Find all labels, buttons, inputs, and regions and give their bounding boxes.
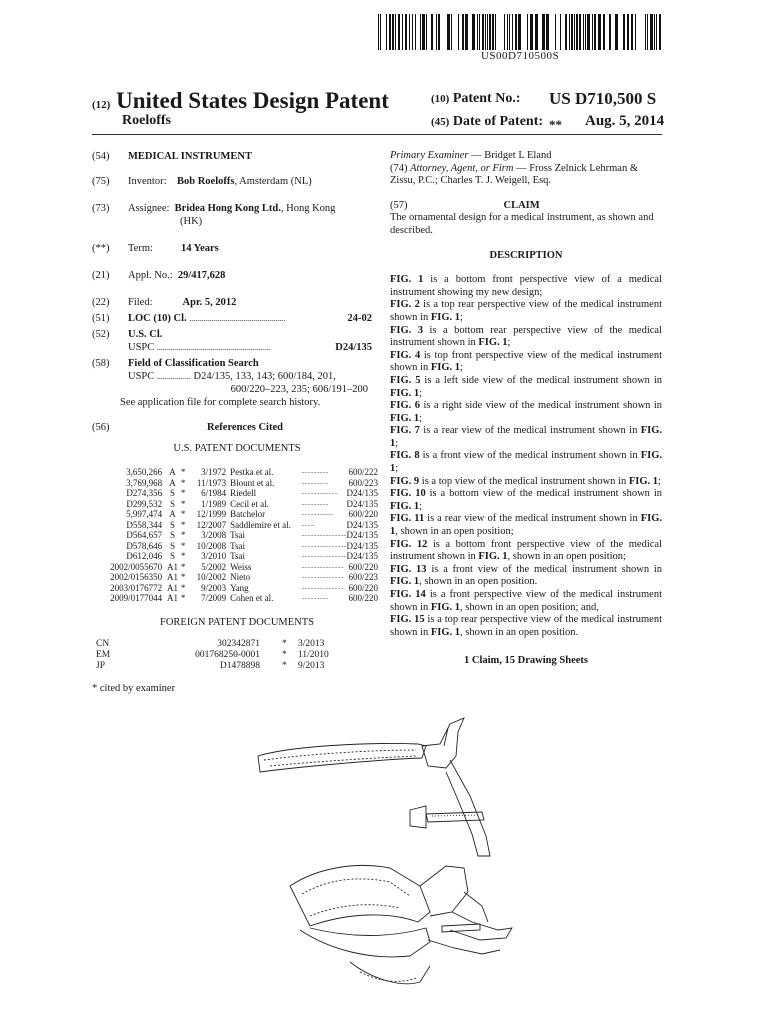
us-reference-row: 2009/0177044 A1 * 7/2009 Cohen et al. .................. 600/220 (110, 593, 378, 603)
description-heading: DESCRIPTION (489, 249, 563, 261)
us-reference-row: 2003/0176772 A1 * 9/2003 Yang ............................ 600/220 (110, 582, 378, 593)
upper-blade-closed-view (258, 718, 490, 856)
us-reference-row: D578,646 S * 10/2008 Tsai .............................. D24/135 (126, 540, 378, 551)
figure-description: FIG. 13 is a front view of the medical instrument shown in FIG. 1, shown in an open position. (390, 563, 662, 588)
us-references-table (98, 467, 378, 604)
figure-description: FIG. 11 is a rear view of the medical instrument shown in FIG. 1, shown in an open position; (390, 513, 662, 538)
field-56: (56) References Cited (92, 422, 283, 433)
field-54: (54) MEDICAL INSTRUMENT (92, 150, 382, 163)
date-stars: ** (549, 117, 562, 132)
us-reference-row: 3,650,266 A * 3/1972 Pestka et al. .................. 600/222 (126, 467, 378, 477)
date-of-patent-label: (45) Date of Patent: (431, 114, 544, 129)
open-blade-view (290, 865, 512, 983)
field-51: (51) LOC (10) Cl. ................................................ 24-02 (92, 313, 372, 324)
foreign-references-table (96, 639, 335, 672)
foreign-reference-row: CN 302342871 * 3/2013 (96, 638, 325, 649)
bibliographic-column (92, 150, 382, 695)
figure-description: FIG. 4 is top front perspective view of the medical instrument shown in FIG. 1; (390, 349, 662, 374)
us-reference-row: 3,769,968 A * 11/1973 Blount et al. .................. 600/223 (126, 477, 378, 488)
figure-description: FIG. 10 is a bottom view of the medical instrument shown in FIG. 1; (390, 488, 662, 512)
field-22: (22) Filed: Apr. 5, 2012 (92, 297, 237, 308)
header-divider (92, 134, 662, 135)
figure-description: FIG. 8 is a front view of the medical instrument shown in FIG. 1; (390, 450, 662, 475)
us-reference-row: D274,356 S * 6/1984 Riedell ........................ D24/135 (126, 488, 378, 498)
attorney: (74) Attorney, Agent, or Firm — Fross Zelnick Lehrman & Zissu, P.C.; Charles T. J. Weigell, Esq. (390, 162, 638, 187)
patent-type-title: United States Design Patent (116, 88, 389, 113)
medical-instrument-drawing (250, 716, 670, 1016)
claim-text: The ornamental design for a medical instrument, as shown and described. (390, 212, 654, 236)
cited-by-examiner-note: * cited by examiner (92, 682, 176, 694)
claims-and-sheets: 1 Claim, 15 Drawing Sheets (464, 655, 588, 667)
foreign-reference-row: EM 001768250-0001 * 11/2010 (96, 649, 329, 660)
barcode (378, 14, 662, 50)
claim-description-column (390, 150, 662, 668)
figure-description: FIG. 6 is a right side view of the medical instrument shown in FIG. 1; (390, 400, 663, 424)
inventor-short-name: Roeloffs (122, 113, 171, 128)
invention-title: MEDICAL INSTRUMENT (128, 151, 252, 162)
application-number: 29/417,628 (177, 270, 226, 281)
patent-no-label: (10) Patent No.: (431, 91, 521, 106)
us-reference-row: 2002/0055670 A1 * 5/2002 Weiss ............................ 600/220 (110, 561, 378, 572)
us-reference-row: D299,532 S * 1/1989 Cecil et al. .................. D24/135 (126, 498, 378, 509)
figure-description: FIG. 7 is a rear view of the medical instrument shown in FIG. 1; (390, 425, 662, 449)
figure-description: FIG. 3 is a bottom rear perspective view of the medical instrument shown in FIG. 1; (390, 324, 662, 349)
foreign-patent-documents-heading: FOREIGN PATENT DOCUMENTS (159, 616, 315, 628)
inventor-name: Bob Roeloffs (177, 176, 235, 187)
claim-heading: (57) CLAIM (390, 199, 540, 211)
barcode-number: US00D710500S (480, 50, 560, 62)
field-58: (58) Field of Classification Search USPC ................. D24/135, 133, 143; 600/184, 201, 600/220–223, 235; 606/191–200 See application file for complete search history. (92, 358, 368, 408)
date-of-patent: Aug. 5, 2014 (585, 113, 665, 129)
patent-number: US D710,500 S (549, 89, 657, 108)
us-reference-row: 2002/0156350 A1 * 10/2002 Nieto ............................ 600/223 (110, 572, 378, 582)
field-52: (52) U.S. Cl. USPC ......................................................... D24/135 (92, 329, 372, 353)
figure-description: FIG. 12 is a bottom front perspective view of the medical instrument shown in FIG. 1, shown in an open position; (390, 538, 662, 563)
figure-description: FIG. 5 is a left side view of the medical instrument shown in FIG. 1; (390, 374, 662, 399)
patent-title-line (92, 88, 389, 114)
us-reference-row: D612,046 S * 3/2010 Tsai .............................. D24/135 (126, 551, 378, 561)
assignee-name: Bridea Hong Kong Ltd. (174, 203, 281, 214)
figure-description: FIG. 9 is a top view of the medical instrument shown in FIG. 1; (390, 475, 661, 487)
filed-date: Apr. 5, 2012 (182, 297, 237, 308)
field-term: (**) Term: 14 Years (92, 243, 219, 254)
field-75: (75) Inventor: Bob Roeloffs, Amsterdam (NL) (92, 176, 312, 187)
us-patent-documents-heading: U.S. PATENT DOCUMENTS (173, 443, 301, 454)
primary-examiner: Primary Examiner — Bridget L Eland (390, 150, 552, 161)
figure-descriptions (390, 274, 662, 639)
figure-description: FIG. 2 is a top rear perspective view of the medical instrument shown in FIG. 1; (390, 299, 662, 323)
field-73: (73) Assignee: Bridea Hong Kong Ltd., Hong Kong (HK) (92, 203, 336, 227)
foreign-reference-row: JP D1478898 * 9/2013 (96, 660, 325, 671)
code-12: (12) (92, 99, 111, 111)
field-21: (21) Appl. No.: 29/417,628 (92, 270, 226, 281)
us-reference-row: D558,344 S * 12/2007 Saddlemire et al. ......... D24/135 (126, 519, 378, 530)
figure-description: FIG. 1 is a bottom front perspective view of a medical instrument showing my new design; (390, 274, 662, 298)
figure-description: FIG. 15 is a top rear perspective view of the medical instrument shown in FIG. 1, shown in an open position. (390, 614, 662, 638)
us-reference-row: 5,997,474 A * 12/1999 Batchelor ..................... 600/220 (126, 509, 378, 519)
figure-description: FIG. 14 is a front perspective view of the medical instrument shown in FIG. 1, shown in an open position; and, (390, 589, 662, 613)
us-reference-row: D564,657 S * 3/2008 Tsai .............................. D24/135 (126, 530, 378, 540)
